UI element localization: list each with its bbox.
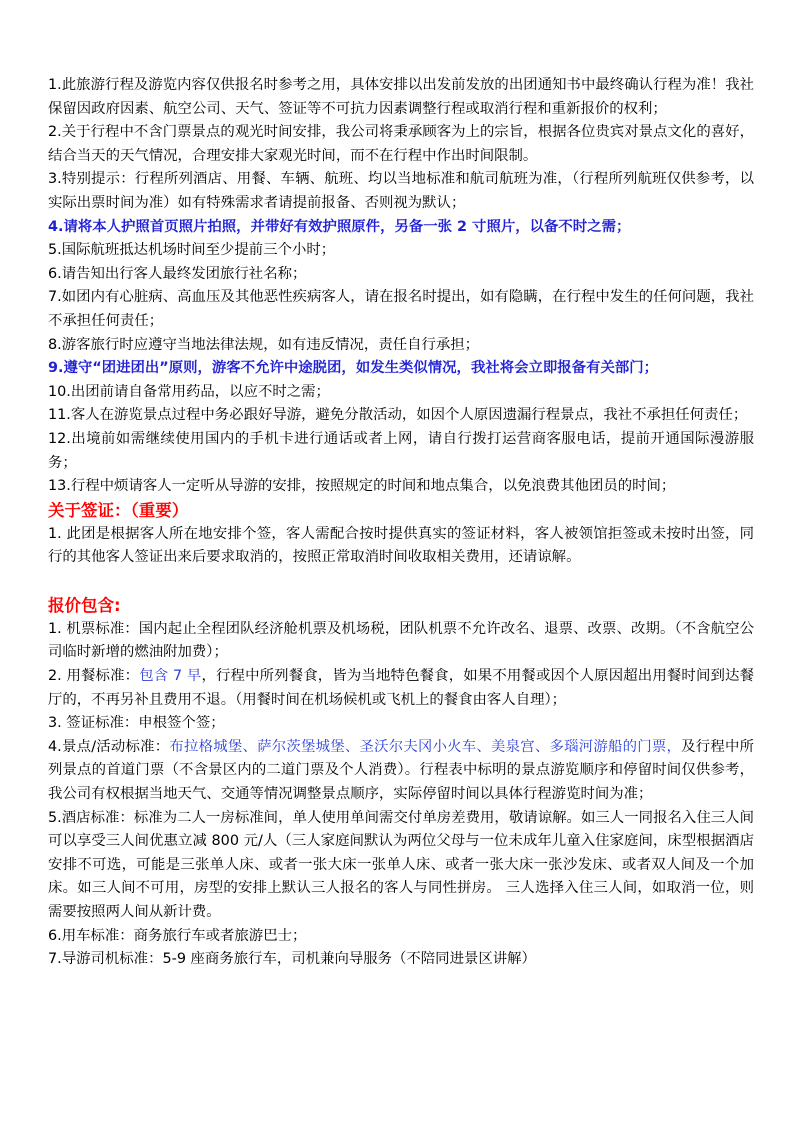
note-item-1: 1.此旅游行程及游览内容仅供报名时参考之用，具体安排以出发前发放的出团通知书中最终确认行程为准！我社保留因政府因素、航空公司、天气、签证等不可抗力因素调整行程或取消行程和重新报价的权利； xyxy=(48,77,754,117)
section-spacer xyxy=(48,570,754,594)
meals-detail: ，行程中所列餐食，皆为当地特色餐食，如果不用餐或因个人原因超出用餐时间到达餐厅的，不再另补且费用不退。（用餐时间在机场候机或飞机上的餐食由客人自理）； xyxy=(48,668,754,708)
note-item-12: 12.出境前如需继续使用国内的手机卡进行通话或者上网，请自行拨打运营商客服电话，提前开通国际漫游服务； xyxy=(48,430,754,471)
attractions-detail: 及行程中所列景点的首道门票（不含景区内的二道门票及个人消费）。行程表中标明的景点游览顺序和停留时间仅供参考，我公司有权根据当地天气、交通等情况调整景点顺序，实际停留时间以具体行程游览时间为准； xyxy=(48,738,754,803)
included-item-airfare: 1. 机票标准：国内起止全程团队经济舱机票及机场税，团队机票不允许改名、退票、改票、改期。（不含航空公司临时新增的燃油附加费）； xyxy=(48,620,754,661)
note-item-4: 4.请将本人护照首页照片拍照，并带好有效护照原件，另备一张 2 寸照片，以备不时之需； xyxy=(48,218,631,235)
note-item-9: 9.遵守“团进团出”原则，游客不允许中途脱团，如发生类似情况，我社将会立即报备有关部门； xyxy=(48,360,659,377)
note-item-7: 7.如团内有心脏病、高血压及其他恶性疾病客人，请在报名时提出，如有隐瞒，在行程中发生的任何问题，我社不承担任何责任； xyxy=(48,289,754,329)
included-heading: 报价包含: xyxy=(48,595,121,615)
note-item-10: 10.出团前请自备常用药品，以应不时之需； xyxy=(48,383,330,400)
attractions-highlight: 布拉格城堡、萨尔茨堡城堡、圣沃尔夫冈小火车、美泉宫、多瑙河游船的门票， xyxy=(169,738,682,755)
meals-label: 2. 用餐标准： xyxy=(48,668,140,685)
included-item-visa: 3. 签证标准：申根签个签； xyxy=(48,715,225,732)
note-item-2: 2.关于行程中不含门票景点的观光时间安排，我公司将秉承顾客为上的宗旨，根据各位贵宾对景点文化的喜好，结合当天的天气情况，合理安排大家观光时间，而不在行程中作出时间限制。 xyxy=(48,124,754,164)
visa-heading: 关于签证：（重要） xyxy=(48,500,189,520)
attractions-label: 4.景点/活动标准： xyxy=(48,738,170,755)
note-item-11: 11.客人在游览景点过程中务必跟好导游，避免分散活动，如因个人原因遗漏行程景点，我社不承担任何责任； xyxy=(48,407,748,424)
included-item-guide: 7.导游司机标准：5-9 座商务旅行车，司机兼向导服务（不陪同进景区讲解） xyxy=(48,951,536,968)
note-item-3: 3.特别提示：行程所列酒店、用餐、车辆、航班、均以当地标准和航司航班为准，（行程所列航班仅供参考，以实际出票时间为准）如有特殊需求者请提前报备、否则视为默认； xyxy=(48,171,754,211)
visa-text: 1. 此团是根据客人所在地安排个签，客人需配合按时提供真实的签证材料，客人被领馆拒签或未按时出签，同行的其他客人签证出来后要求取消的，按照正常取消时间收取相关费用，还请谅解。 xyxy=(48,525,754,566)
document-page xyxy=(48,74,754,972)
included-item-attractions xyxy=(48,736,754,807)
note-item-8: 8.游客旅行时应遵守当地法律法规，如有违反情况，责任自行承担； xyxy=(48,336,480,353)
included-section xyxy=(48,594,754,972)
visa-section xyxy=(48,499,754,570)
notes-section xyxy=(48,74,754,499)
included-item-vehicle: 6.用车标准：商务旅行车或者旅游巴士； xyxy=(48,927,307,944)
note-item-13: 13.行程中烦请客人一定听从导游的安排，按照规定的时间和地点集合，以免浪费其他团员的时间； xyxy=(48,478,676,495)
included-item-hotel: 5.酒店标准：标准为二人一房标准间，单人使用单间需交付单房差费用，敬请谅解。如三人一同报名入住三人间可以享受三人间优惠立减 800 元/人（三人家庭间默认为两位父母与一位未成年儿童入住家庭间，床型根据酒店安排不可选，可能是三张单人床、或者一张大床一张单人床、或者一张大床一张沙发床、或者双人间及一个加床。如三人间不可用，房型的安排上默认三人报名的客人与同性拼房。 三人选择入住三人间，如取消一位，则需要按照两人间从新计费。 xyxy=(48,809,754,920)
meals-highlight: 包含 7 早 xyxy=(139,668,202,685)
included-item-meals xyxy=(48,665,754,712)
note-item-6: 6.请告知出行客人最终发团旅行社名称； xyxy=(48,265,307,282)
note-item-5: 5.国际航班抵达机场时间至少提前三个小时； xyxy=(48,242,336,259)
